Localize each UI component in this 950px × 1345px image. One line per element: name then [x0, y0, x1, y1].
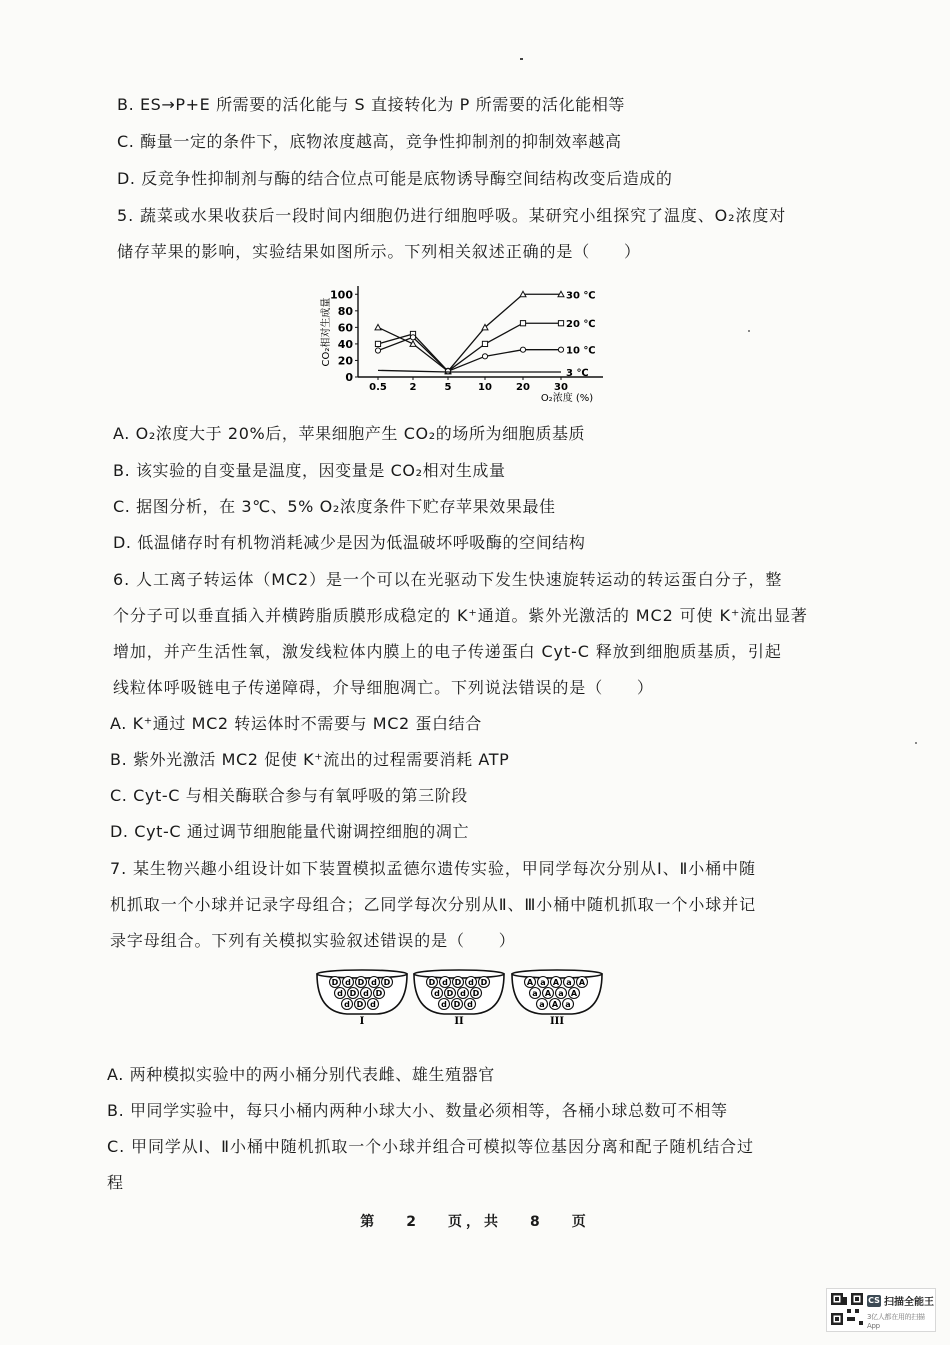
data-point — [410, 335, 415, 340]
ball-letter: D — [331, 978, 339, 987]
ball-letter: d — [344, 1000, 350, 1009]
ball-letter: A — [578, 978, 586, 987]
scan-speck — [520, 58, 523, 60]
ball-letter: A — [552, 978, 560, 987]
option-7b: B. 甲同学实验中，每只小桶内两种小球大小、数量必须相等，各桶小球总数可不相等 — [107, 1101, 728, 1120]
question-5-stem: 5. 蔬菜或水果收获后一段时间内细胞仍进行细胞呼吸。某研究小组探究了温度、O₂浓度对 — [117, 206, 787, 225]
ball-letter: d — [460, 989, 466, 998]
bucket — [317, 970, 407, 1024]
ball-letter: D — [349, 989, 357, 998]
qr-code-icon — [831, 1293, 863, 1325]
footer-label: 页，共 — [448, 1214, 502, 1230]
ball-letter: D — [480, 978, 488, 987]
ball-letter: d — [467, 1000, 473, 1009]
footer-label: 页 — [571, 1214, 590, 1230]
y-tick-label: 20 — [337, 354, 353, 368]
scan-speck — [748, 330, 750, 332]
series-line — [378, 294, 561, 371]
bucket-label: III — [549, 1016, 565, 1024]
y-tick-label: 80 — [337, 304, 353, 318]
series-line — [378, 370, 561, 372]
bucket-label: I — [359, 1016, 365, 1024]
ball-letter: a — [558, 989, 564, 998]
x-tick-label: 10 — [478, 382, 492, 393]
ball-letter: D — [472, 989, 480, 998]
ball-letter: D — [453, 1000, 461, 1009]
data-point — [520, 321, 525, 326]
option-5a: A. O₂浓度大于 20%后，苹果细胞产生 CO₂的场所为细胞质基质 — [113, 424, 586, 443]
ball-letter: a — [532, 989, 538, 998]
question-6-stem-cont1: 个分子可以垂直插入并横跨脂质膜形成稳定的 K⁺通道。紫外光激活的 MC2 可使 K⁺流出显著 — [113, 606, 808, 625]
ball-letter: d — [371, 978, 377, 987]
ball-letter: D — [454, 978, 462, 987]
scanner-watermark — [826, 1288, 936, 1332]
data-point — [375, 348, 380, 353]
ball-letter: D — [375, 989, 383, 998]
option-4c: C. 酶量一定的条件下，底物浓度越高，竞争性抑制剂的抑制效率越高 — [117, 132, 622, 151]
watermark-app-name: 扫描全能王 — [884, 1297, 934, 1308]
ball-letter: D — [428, 978, 436, 987]
x-tick-label: 20 — [516, 382, 530, 393]
series-label: 3 ℃ — [566, 368, 589, 380]
ball-letter: A — [526, 978, 534, 987]
co2-chart — [315, 280, 635, 405]
y-tick-label: 60 — [337, 321, 353, 335]
option-6c: C. Cyt-C 与相关酶联合参与有氧呼吸的第三阶段 — [110, 786, 468, 805]
footer-label: 第 — [360, 1214, 379, 1230]
ball-letter: d — [468, 978, 474, 987]
y-tick-label: 100 — [330, 288, 353, 302]
ball-letter: A — [551, 1000, 559, 1009]
option-6d: D. Cyt-C 通过调节细胞能量代谢调控细胞的凋亡 — [110, 822, 470, 841]
option-5c: C. 据图分析，在 3℃、5% O₂浓度条件下贮存苹果效果最佳 — [113, 497, 556, 516]
series-line — [378, 337, 561, 371]
data-point — [445, 369, 450, 374]
question-7-stem-cont2: 录字母组合。下列有关模拟实验叙述错误的是（ ） — [110, 931, 516, 950]
question-5-stem-cont: 储存苹果的影响，实验结果如图所示。下列相关叙述正确的是（ ） — [117, 242, 641, 261]
ball-letter: d — [363, 989, 369, 998]
ball-letter: A — [544, 989, 552, 998]
question-7-stem-cont1: 机抓取一个小球并记录字母组合；乙同学每次分别从Ⅱ、Ⅲ小桶中随机抓取一个小球并记 — [110, 895, 757, 914]
option-6b: B. 紫外光激活 MC2 促使 K⁺流出的过程需要消耗 ATP — [110, 750, 510, 769]
data-point — [410, 341, 416, 347]
ball-letter: d — [441, 1000, 447, 1009]
option-5d: D. 低温储存时有机物消耗减少是因为低温破坏呼吸酶的空间结构 — [113, 533, 586, 552]
ball-letter: a — [539, 1000, 545, 1009]
option-4d: D. 反竞争性抑制剂与酶的结合位点可能是底物诱导酶空间结构改变后造成的 — [117, 169, 673, 188]
ball-letter: a — [566, 978, 572, 987]
option-5b: B. 该实验的自变量是温度，因变量是 CO₂相对生成量 — [113, 461, 506, 480]
x-tick-label: 2 — [409, 382, 417, 393]
ball-letter: a — [540, 978, 546, 987]
ball-letter: D — [383, 978, 391, 987]
page-footer — [0, 1211, 950, 1231]
ball-letter: d — [345, 978, 351, 987]
data-point — [482, 341, 487, 346]
question-6-stem: 6. 人工离子转运体（MC2）是一个可以在光驱动下发生快速旋转运动的转运蛋白分子，整 — [113, 570, 783, 589]
watermark-slogan: 3亿人都在用的扫描App — [867, 1313, 925, 1330]
ball-letter: d — [442, 978, 448, 987]
ball-letter: d — [370, 1000, 376, 1009]
page-number: 2 — [406, 1214, 420, 1230]
data-point — [558, 321, 563, 326]
option-4b: B. ES→P+E 所需要的活化能与 S 直接转化为 P 所需要的活化能相等 — [117, 95, 626, 114]
data-point — [558, 347, 563, 352]
series-label: 20 ℃ — [566, 319, 596, 331]
data-point — [482, 354, 487, 359]
data-point — [375, 324, 381, 330]
x-tick-label: 30 — [554, 382, 568, 393]
question-7-stem: 7. 某生物兴趣小组设计如下装置模拟孟德尔遗传实验，甲同学每次分别从Ⅰ、Ⅱ小桶中随 — [110, 859, 756, 878]
option-6a: A. K⁺通过 MC2 转运体时不需要与 MC2 蛋白结合 — [110, 714, 482, 733]
ball-letter: D — [446, 989, 454, 998]
y-axis-label: CO₂相对生成量 — [321, 297, 332, 367]
series-label: 30 ℃ — [566, 290, 596, 302]
ball-letter: d — [337, 989, 343, 998]
scan-speck — [915, 742, 917, 744]
x-tick-label: 0.5 — [369, 382, 387, 393]
bucket-figure — [315, 968, 615, 1024]
y-tick-label: 40 — [337, 337, 353, 351]
data-point — [520, 347, 525, 352]
page-total: 8 — [530, 1214, 544, 1230]
option-7a: A. 两种模拟实验中的两小桶分别代表雌、雄生殖器官 — [107, 1065, 495, 1084]
series-label: 10 ℃ — [566, 345, 596, 357]
question-6-stem-cont2: 增加，并产生活性氧，激发线粒体内膜上的电子传递蛋白 Cyt-C 释放到细胞质基质，引起 — [113, 642, 782, 661]
x-axis-label: O₂浓度 (%) — [540, 393, 594, 404]
bucket-label: II — [454, 1016, 464, 1024]
camscanner-logo-icon: CS — [868, 1296, 880, 1305]
option-7c-cont: 程 — [107, 1173, 124, 1192]
ball-letter: D — [357, 978, 365, 987]
ball-letter: A — [570, 989, 578, 998]
bucket — [414, 970, 504, 1024]
ball-letter: d — [434, 989, 440, 998]
question-6-stem-cont3: 线粒体呼吸链电子传递障碍，介导细胞凋亡。下列说法错误的是（ ） — [113, 678, 654, 697]
ball-letter: a — [565, 1000, 571, 1009]
bucket — [512, 970, 602, 1024]
series-line — [378, 323, 561, 371]
ball-letter: D — [356, 1000, 364, 1009]
x-tick-label: 5 — [444, 382, 452, 393]
option-7c: C. 甲同学从Ⅰ、Ⅱ小桶中随机抓取一个小球并组合可模拟等位基因分离和配子随机结合过 — [107, 1137, 754, 1156]
y-tick-label: 0 — [345, 371, 353, 384]
data-point — [375, 341, 380, 346]
